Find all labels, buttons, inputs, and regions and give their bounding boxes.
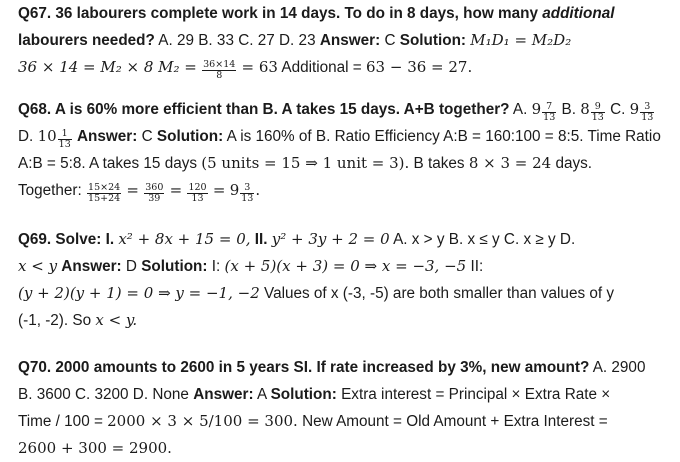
q69-solution-i: (x + 5)(x + 3) = 0 ⇒ x = −3, −5	[224, 257, 467, 275]
q68-answer-label: Answer:	[77, 128, 138, 145]
q68-option-d: D. 10 $\frac{1}{13}$	[18, 127, 71, 150]
q70-solution-2a: Time / 100 =	[18, 413, 103, 430]
q67-equation-1: M₁D₁ = M₂D₂	[470, 31, 572, 49]
q68-together-fraction-4: $\frac{3}{13}$	[241, 182, 254, 204]
q68-together-whole: 9	[229, 181, 240, 199]
q69-title-a: Q69. Solve: I.	[18, 231, 115, 248]
q70-options-b: B. 3600 C. 3200 D. None	[18, 386, 189, 403]
q70-solution-1: Extra interest = Principal × Extra Rate ×	[341, 386, 611, 403]
q69-sol-ii-label: II:	[470, 258, 484, 275]
q67-answer-label: Answer:	[319, 32, 381, 49]
q68-solution-2m2: 8 × 3 = 24	[468, 154, 552, 172]
q70-answer-label: Answer:	[193, 386, 254, 403]
question-68: Q68. A is 60% more efficient than B. A takes 15 days. A+B together? A. 9 $\frac{7}{13}$ B. 8 $\frac{9}{13}$ C. 9 $\frac{3}{13}$ D. 10 $\frac{1}{13}$ Answer: C Solution: A is 160% of B. Ratio Efficiency A:B = 160:100 = 8:5. Time Ratio A:B = 5:8. A takes 15 days (5 units = 15 ⇒ 1 unit = 3). B takes 8 × 3 = 24 days. Together: $\frac{15\times 24}{15+24}$ = $\frac{360}{39}$ = $\frac{120}{13}$ = 9 $\frac{3}{13}$ .	[18, 100, 661, 204]
q70-solution-2m: 2000 × 3 × 5/100 = 300.	[107, 412, 298, 430]
q69-solution-end-math: x < y.	[95, 311, 138, 329]
q69-options-a: A. x > y B. x ≤ y C. x ≥ y D.	[393, 231, 576, 248]
q67-equation-3: 63 − 36 = 27.	[366, 58, 473, 76]
q69-solution-label: Solution:	[141, 258, 208, 275]
q69-sol-i-label: I:	[211, 258, 221, 275]
q69-answer-label: Answer:	[61, 258, 122, 275]
q68-solution-label: Solution:	[156, 128, 224, 145]
q68-solution-2a: A:B = 5:8. A takes 15 days	[18, 155, 198, 172]
q70-answer: A	[256, 386, 267, 403]
q67-answer: C	[384, 32, 396, 49]
q67-equation-2b: = 63	[241, 58, 278, 76]
q69-title-b: II.	[254, 231, 268, 248]
q69-solution-ii: (y + 2)(y + 1) = 0 ⇒ y = −1, −2	[18, 284, 260, 302]
q69-equation-i: x² + 8x + 15 = 0,	[118, 230, 251, 248]
q68-together-label: Together:	[18, 182, 82, 199]
q68-option-a: A. 9 $\frac{7}{13}$	[512, 100, 556, 123]
q68-solution-2m: (5 units = 15 ⇒ 1 unit = 3).	[201, 154, 410, 172]
q67-equation-2a: 36 × 14 = M₂ × 8 M₂ =	[18, 58, 197, 76]
q68-solution-1: A is 160% of B. Ratio Efficiency A:B = 160:100 = 8:5. Time Ratio	[226, 128, 661, 145]
q68-solution-2c: days.	[555, 155, 593, 172]
q67-title: Q67. 36 labourers complete work in 14 days. To do in 8 days, how many	[18, 5, 538, 22]
q68-option-b: B. 8 $\frac{9}{13}$	[561, 100, 604, 123]
q70-options-a: A. 2900	[592, 359, 646, 376]
q68-answer: C	[141, 128, 153, 145]
question-69	[18, 226, 678, 334]
q69-options-b: x < y	[18, 257, 58, 275]
q68-together-fraction-1: $\frac{15\times 24}{15+24}$	[88, 182, 121, 204]
q68-together-fraction-2: $\frac{360}{39}$	[145, 182, 164, 204]
q67-options: A. 29 B. 33 C. 27 D. 23	[158, 32, 316, 49]
q68-option-c: C. 9 $\frac{3}{13}$	[610, 100, 654, 123]
question-67	[18, 0, 678, 81]
q70-title: Q70. 2000 amounts to 2600 in 5 years SI. If rate increased by 3%, new amount?	[18, 359, 590, 376]
q69-equation-ii: y² + 3y + 2 = 0	[271, 230, 390, 248]
q68-together-fraction-3: $\frac{120}{13}$	[188, 182, 207, 204]
question-70	[18, 354, 678, 462]
q68-title: Q68. A is 60% more efficient than B. A takes 15 days. A+B together?	[18, 101, 510, 118]
q68-solution-2b: B takes	[413, 155, 465, 172]
q67-title-end: labourers needed?	[18, 32, 155, 49]
q70-solution-label: Solution:	[270, 386, 337, 403]
q67-fraction: $\frac{36\times 14}{8}$	[203, 59, 236, 81]
q67-title-emphasis: additional	[542, 5, 615, 22]
q67-solution-label: Solution:	[399, 32, 467, 49]
q70-solution-2b: New Amount = Old Amount + Extra Interest =	[302, 413, 608, 430]
q67-additional-text: Additional =	[281, 59, 362, 76]
q69-answer: D	[125, 258, 137, 275]
q69-solution-text: Values of x (-3, -5) are both smaller than values of y	[264, 285, 615, 302]
q70-solution-3: 2600 + 300 = 2900.	[18, 439, 172, 457]
q69-solution-end: (-1, -2). So	[18, 312, 92, 329]
